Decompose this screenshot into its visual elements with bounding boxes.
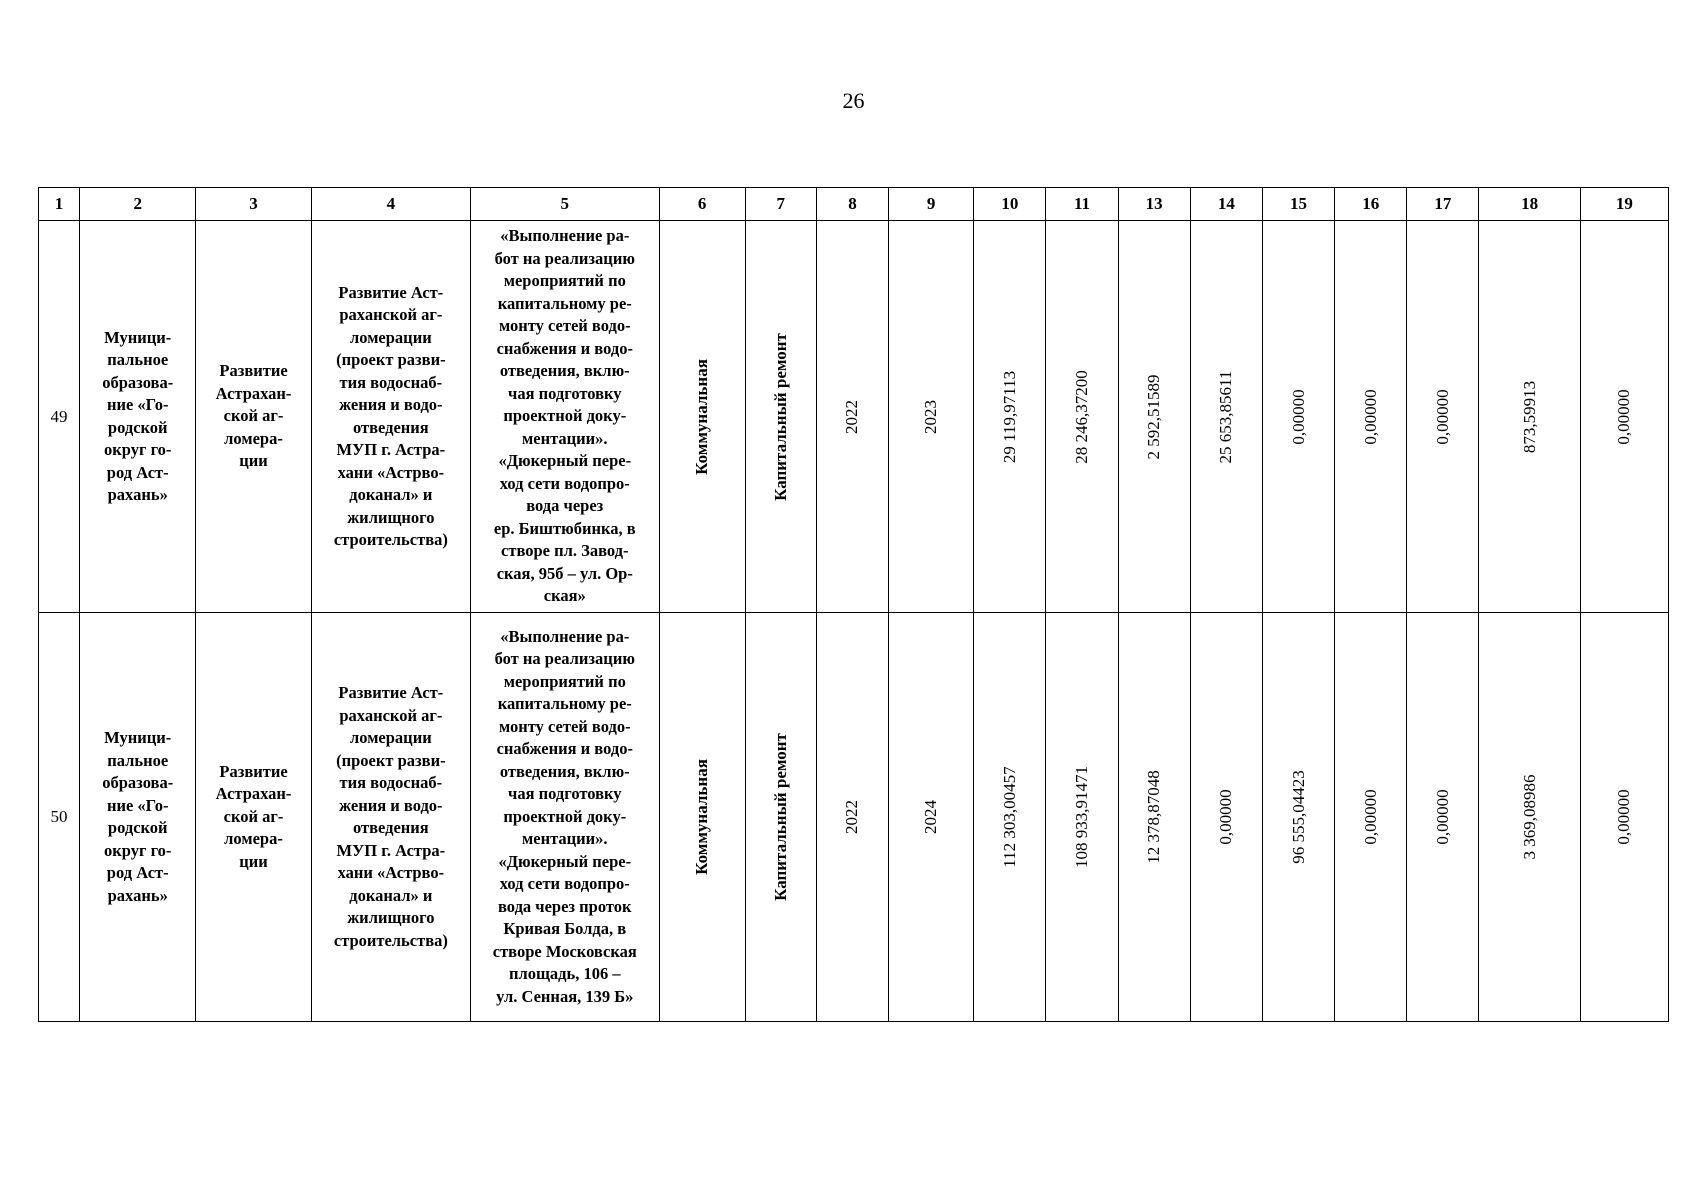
value-cell-col14: 0,00000 [1190,613,1262,1022]
header-cell: 4 [311,188,470,221]
header-cell: 15 [1262,188,1334,221]
start-year-cell: 2022 [816,613,888,1022]
work-type-cell: Капитальный ремонт [745,221,816,613]
header-cell: 11 [1046,188,1118,221]
value-cell-col13: 12 378,87048 [1118,613,1190,1022]
header-cell: 10 [974,188,1046,221]
header-cell: 1 [39,188,80,221]
value-cell-col15: 0,00000 [1262,221,1334,613]
value-cell-col10: 29 119,97113 [974,221,1046,613]
project-cell: Развитие Аст- раханской аг- ломерации (проект разви- тия водоснаб- жения и водо- отведения МУП г. Астра- хани «Астрво- доканал» и жилищного строительства) [311,613,470,1022]
value-cell-col16: 0,00000 [1335,613,1407,1022]
value-cell-col10: 112 303,00457 [974,613,1046,1022]
program-cell: Развитие Астрахан- ской аг- ломера- ции [196,221,311,613]
municipality-cell: Муници- пальное образова- ние «Го- родской округ го- род Аст- рахань» [80,613,196,1022]
value-cell-col16: 0,00000 [1335,221,1407,613]
header-cell: 17 [1407,188,1479,221]
header-cell: 3 [196,188,311,221]
table-row [39,613,1669,1022]
activity-description-cell: «Выполнение ра- бот на реализацию мероприятий по капитальному ре- монту сетей водо- снабжения и водо- отведения, вклю- чая подготовку проектной доку- ментации». «Дюкерный пере- ход сети водопро- вода через ер. Биштюбинка, в створе пл. Завод- ская, 95б – ул. Ор- ская» [471,221,659,613]
value-cell-col15: 96 555,04423 [1262,613,1334,1022]
value-cell-col19: 0,00000 [1580,613,1668,1022]
municipality-cell: Муници- пальное образова- ние «Го- родской округ го- род Аст- рахань» [80,221,196,613]
value-cell-col19: 0,00000 [1580,221,1668,613]
page-number: 26 [842,88,865,113]
header-cell: 9 [889,188,974,221]
header-cell: 6 [659,188,745,221]
value-cell-col14: 25 653,85611 [1190,221,1262,613]
end-year-cell: 2024 [889,613,974,1022]
header-cell: 8 [816,188,888,221]
table-row [39,221,1669,613]
header-cell: 2 [80,188,196,221]
work-type-cell: Капитальный ремонт [745,613,816,1022]
start-year-cell: 2022 [816,221,888,613]
activity-description-cell: «Выполнение ра- бот на реализацию мероприятий по капитальному ре- монту сетей водо- снабжения и водо- отведения, вклю- чая подготовку проектной доку- ментации». «Дюкерный пере- ход сети водопро- вода через проток Кривая Болда, в створе Московская площадь, 106 – ул. Сенная, 139 Б» [471,613,659,1022]
value-cell-col17: 0,00000 [1407,221,1479,613]
value-cell-col11: 28 246,37200 [1046,221,1118,613]
header-cell: 7 [745,188,816,221]
value-cell-col13: 2 592,51589 [1118,221,1190,613]
row-number: 50 [39,613,80,1022]
value-cell-col17: 0,00000 [1407,613,1479,1022]
header-cell: 18 [1479,188,1580,221]
header-row [39,188,1669,221]
value-cell-col11: 108 933,91471 [1046,613,1118,1022]
project-cell: Развитие Аст- раханской аг- ломерации (проект разви- тия водоснаб- жения и водо- отведения МУП г. Астра- хани «Астрво- доканал» и жилищного строительства) [311,221,470,613]
header-cell: 13 [1118,188,1190,221]
end-year-cell: 2023 [889,221,974,613]
value-cell-col18: 873,59913 [1479,221,1580,613]
row-number: 49 [39,221,80,613]
value-cell-col18: 3 369,08986 [1479,613,1580,1022]
infrastructure-type-cell: Коммунальная [659,221,745,613]
header-cell: 16 [1335,188,1407,221]
header-cell: 19 [1580,188,1668,221]
infrastructure-type-cell: Коммунальная [659,613,745,1022]
document-table [38,187,1669,1022]
header-cell: 5 [471,188,659,221]
header-cell: 14 [1190,188,1262,221]
program-cell: Развитие Астрахан- ской аг- ломера- ции [196,613,311,1022]
